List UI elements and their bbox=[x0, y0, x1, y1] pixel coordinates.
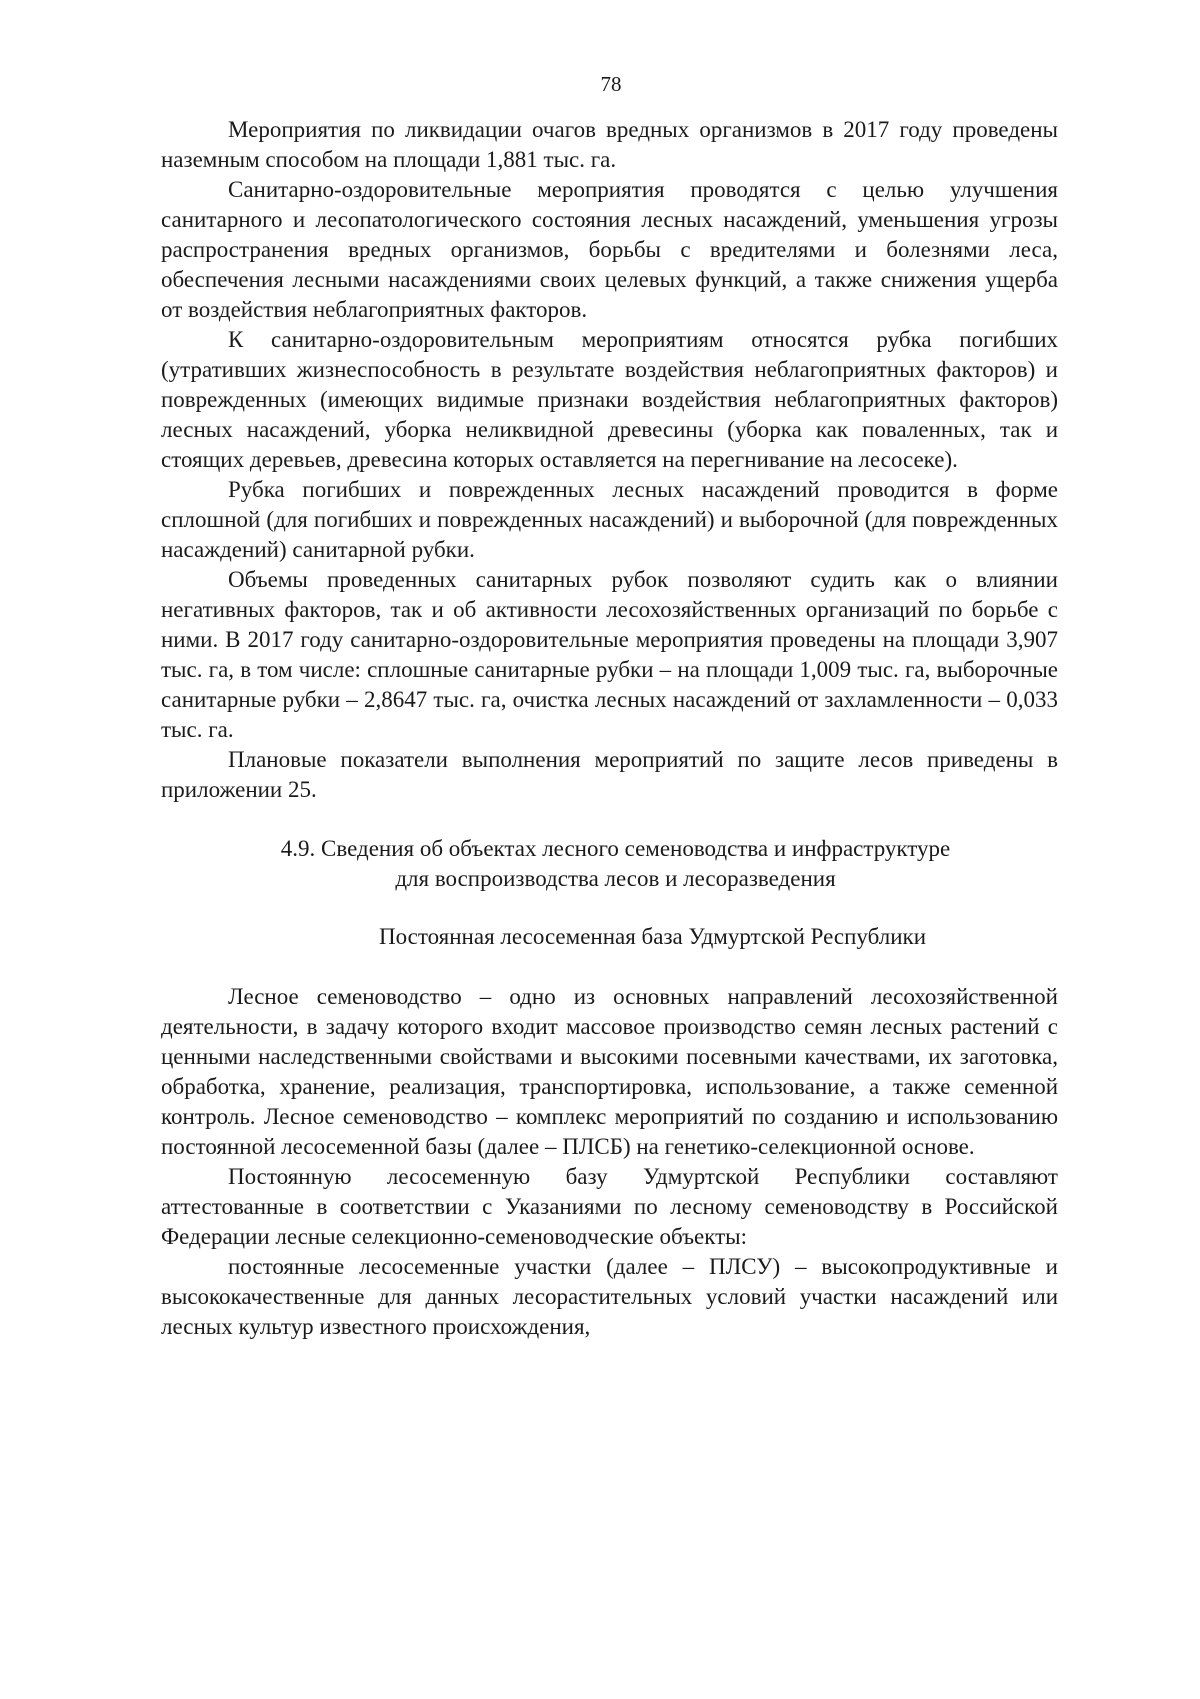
section-heading bbox=[161, 834, 1058, 894]
paragraph: Плановые показатели выполнения мероприятий по защите лесов приведены в приложении 25. bbox=[161, 747, 1058, 802]
paragraph: Санитарно-оздоровительные мероприятия проводятся с целью улучшения санитарного и лесопатологического состояния лесных насаждений, уменьшения угрозы распространения вредных организмов, борьбы с вредителями и болезнями леса, обеспечения лесными насаждениями своих целевых функций, а также снижения ущерба от воздействия неблагоприятных факторов. bbox=[161, 177, 1058, 322]
paragraph: Постоянную лесосеменную базу Удмуртской Республики составляют аттестованные в соответствии с Указаниями по лесному семеноводству в Российской Федерации лесные селекционно-семеноводческие объекты: bbox=[161, 1164, 1058, 1249]
section-heading-line: 4.9. Сведения об объектах лесного семеноводства и инфраструктуре bbox=[280, 836, 951, 861]
section-heading-line: для воспроизводства лесов и лесоразведения bbox=[395, 866, 836, 891]
paragraph: Объемы проведенных санитарных рубок позволяют судить как о влиянии негативных факторов, так и об активности лесохозяйственных организаций по борьбе с ними. В 2017 году санитарно-оздоровительные мероприятия проведены на площади 3,907 тыс. га, в том числе: сплошные санитарные рубки – на площади 1,009 тыс. га, выборочные санитарные рубки – 2,8647 тыс. га, очистка лесных насаждений от захламленности – 0,033 тыс. га. bbox=[161, 567, 1058, 742]
subsection-heading: Постоянная лесосеменная база Удмуртской Республики bbox=[378, 924, 927, 949]
document-body bbox=[161, 115, 1058, 1342]
paragraph: Рубка погибших и поврежденных лесных насаждений проводится в форме сплошной (для погибших и поврежденных насаждений) и выборочной (для поврежденных насаждений) санитарной рубки. bbox=[161, 477, 1058, 562]
paragraph: постоянные лесосеменные участки (далее – ПЛСУ) – высокопродуктивные и высококачественные для данных лесорастительных условий участки насаждений или лесных культур известного происхождения, bbox=[161, 1254, 1058, 1339]
paragraph: К санитарно-оздоровительным мероприятиям относятся рубка погибших (утративших жизнеспособность в результате воздействия неблагоприятных факторов) и поврежденных (имеющих видимые признаки воздействия неблагоприятных факторов) лесных насаждений, уборка неликвидной древесины (уборка как поваленных, так и стоящих деревьев, древесина которых оставляется на перегнивание на лесосеке). bbox=[161, 327, 1058, 472]
paragraph: Лесное семеноводство – одно из основных направлений лесохозяйственной деятельности, в задачу которого входит массовое производство семян лесных растений с ценными наследственными свойствами и высокими посевными качествами, их заготовка, обработка, хранение, реализация, транспортировка, использование, а также семенной контроль. Лесное семеноводство – комплекс мероприятий по созданию и использованию постоянной лесосеменной базы (далее – ПЛСБ) на генетико-селекционной основе. bbox=[161, 984, 1058, 1159]
paragraph: Мероприятия по ликвидации очагов вредных организмов в 2017 году проведены наземным способом на площади 1,881 тыс. га. bbox=[161, 117, 1058, 172]
page-number: 78 bbox=[600, 72, 622, 96]
